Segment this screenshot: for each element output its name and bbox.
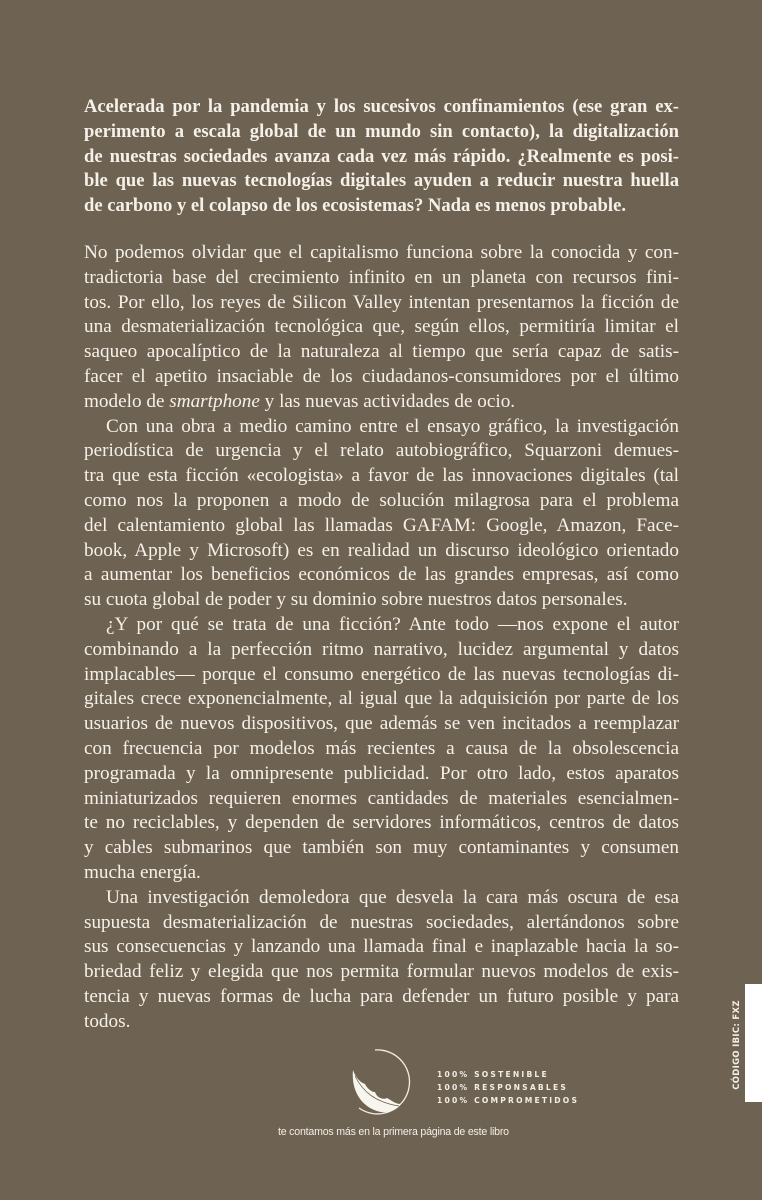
lead-line: ble que las nuevas tecnologías digitales ayuden a reducir nuestra huella: [84, 170, 679, 192]
text-line: combinando a la perfección ritmo narrativo, lucidez argumental y datos: [84, 638, 679, 660]
text-line: Con una obra a medio camino entre el ensayo gráfico, la investigación: [106, 415, 679, 437]
publisher-caption: te contamos más en la primera página de este libro: [278, 1126, 509, 1138]
text-line: saqueo apocalíptico de la naturaleza al tiempo que sería capaz de satis-: [84, 341, 679, 363]
text-line: usuarios de nuevos dispositivos, que además se ven incitados a reemplazar: [84, 713, 679, 735]
text-line: briedad feliz y elegida que nos permita formular nuevos modelos de exis-: [84, 961, 679, 983]
lead-line: de nuestras sociedades avanza cada vez más rápido. ¿Realmente es posi-: [84, 145, 679, 167]
italic-term: smartphone: [169, 390, 260, 412]
tag-comprometidos: 100% COMPROMETIDOS: [437, 1096, 580, 1105]
ibic-code: CÓDIGO IBIC: FXZ: [732, 1000, 742, 1090]
text-line: como nos la proponen a modo de solución milagrosa para el problema: [84, 489, 679, 511]
text-line: periodística de urgencia y el relato autobiográfico, Squarzoni demues-: [84, 440, 679, 462]
text-line: ¿Y por qué se trata de una ficción? Ante todo —nos expone el autor: [106, 613, 679, 635]
text-line: programada y la omnipresente publicidad. Por otro lado, estos aparatos: [84, 762, 679, 784]
feather-in-circle-icon: [345, 1042, 425, 1122]
text-line: tra que esta ficción «ecologista» a favor de las innovaciones digitales (tal: [84, 465, 679, 487]
text-line: todos.: [84, 1010, 131, 1032]
text-line: facer el apetito insaciable de los ciudadanos-consumidores por el último: [84, 365, 679, 387]
lead-line: perimento a escala global de un mundo sin contacto), la digitalización: [84, 120, 679, 142]
paragraph: [84, 415, 679, 613]
text-line: y cables submarinos que también son muy contaminantes y consumen: [84, 837, 679, 859]
text-fragment: modelo de: [84, 390, 170, 412]
text-fragment: y las nuevas actividades de ocio.: [259, 390, 516, 412]
text-line: book, Apple y Microsoft) es en realidad un discurso ideológico orientado: [84, 539, 679, 561]
text-line: una desmaterialización tecnológica que, según ellos, permitiría limitar el: [84, 316, 679, 338]
text-line: te no reciclables, y dependen de servidores informáticos, centros de datos: [84, 812, 679, 834]
tag-sostenible: 100% SOSTENIBLE: [437, 1070, 549, 1079]
text-line: Una investigación demoledora que desvela la cara más oscura de esa: [106, 886, 679, 908]
lead-line: de carbono y el colapso de los ecosistemas? Nada es menos probable.: [84, 195, 626, 217]
text-line: su cuota global de poder y su dominio sobre nuestros datos personales.: [84, 589, 628, 611]
text-line: tradictoria base del crecimiento infinito en un planeta con recursos fini-: [84, 266, 679, 288]
text-line: sus consecuencias y lanzando una llamada final e inaplazable hacia la so-: [84, 936, 679, 958]
text-line: No podemos olvidar que el capitalismo funciona sobre la conocida y con-: [84, 242, 679, 263]
text-line: miniaturizados requieren enormes cantidades de materiales esencialmen-: [84, 787, 679, 809]
paragraph: [84, 886, 679, 1035]
body-text: [84, 241, 679, 1035]
paragraph: [84, 613, 679, 886]
publisher-tags: [437, 1068, 579, 1107]
text-line: supuesta desmaterialización de nuestras sociedades, alertándonos sobre: [84, 911, 679, 933]
text-line: con frecuencia por modelos más recientes a causa de la obsolescencia: [84, 737, 679, 759]
tag-responsables: 100% RESPONSABLES: [437, 1083, 569, 1092]
lead-line: Acelerada por la pandemia y los sucesivos confinamientos (ese gran ex-: [84, 96, 679, 117]
barcode-area: [745, 984, 762, 1102]
text-line: tos. Por ello, los reyes de Silicon Valley intentan presentarnos la ficción de: [84, 291, 679, 313]
text-line: tencia y nuevas formas de lucha para defender un futuro posible y para: [84, 985, 679, 1007]
text-line: gitales crece exponencialmente, al igual que la adquisición por parte de los: [84, 688, 679, 710]
text-line: mucha energía.: [84, 861, 201, 883]
text-line: a aumentar los beneficios económicos de las grandes empresas, así como: [84, 564, 679, 586]
paragraph: [84, 241, 679, 415]
text-line: del calentamiento global las llamadas GAFAM: Google, Amazon, Face-: [84, 514, 679, 536]
text-line: [84, 390, 679, 415]
text-line: implacables— porque el consumo energético de las nuevas tecnologías di-: [84, 663, 679, 685]
lead-paragraph: [84, 95, 679, 219]
